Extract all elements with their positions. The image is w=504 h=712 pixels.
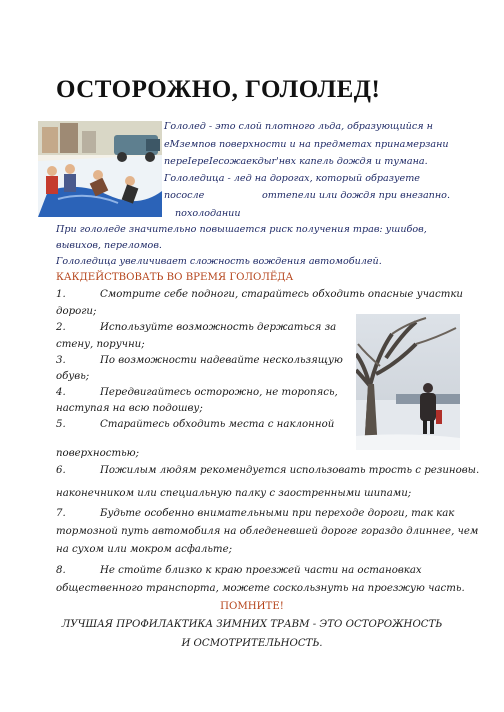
list-item-6 (56, 465, 479, 478)
item-text: тормозной путь автомобиля на обледеневшей дороге гораздо длиннее, чем (56, 526, 479, 537)
icy-street-illustration (38, 121, 162, 217)
intro-line: Гололед - это слой плотного льда, образующийся н (164, 121, 433, 132)
intro-line: eMземпов поверхности и на предметах принамерзани (164, 139, 449, 150)
item-text: общественного транспорта, можете соскользнуть на проезжую часть. (56, 583, 465, 594)
item-number: 1. (56, 289, 66, 300)
item-text: на сухом или мокром асфальте; (56, 544, 233, 555)
item-text: стену, поручни; (56, 339, 145, 350)
closing-line: И ОСМОТРИТЕЛЬНОСТЬ. (181, 638, 323, 649)
item-text: наконечником или специальную палку с заостренными шипами; (56, 488, 412, 499)
list-item-7 (56, 508, 454, 521)
item-text: Используйте возможность держаться за (100, 322, 337, 333)
list-item-5 (56, 419, 334, 432)
list-item-8 (56, 565, 422, 578)
intro-line: оттепели или дождя при внезапно. (262, 190, 451, 201)
intro-line: пocoсле (164, 190, 205, 201)
item-number: 5. (56, 419, 66, 430)
section-heading: КАКДЕЙСТВОВАТЬ ВО ВРЕМЯ ГОЛОЛЁДА (56, 272, 294, 283)
intro-line: вывихов, переломов. (56, 240, 162, 251)
intro-line: Гололедица увеличивает сложность вождения автомобилей. (56, 256, 382, 267)
list-item-3 (56, 355, 343, 368)
item-number: 4. (56, 387, 66, 398)
intro-line: переIереIecoжaeкдыr'нвх капель дождя и тумана. (164, 156, 428, 167)
remember-heading: ПОМНИТЕ! (220, 601, 284, 612)
page-title: ОСТОРОЖНО, ГОЛОЛЕД! (56, 76, 381, 103)
item-number: 6. (56, 465, 66, 476)
item-text: Пожилым людям рекомендуется использовать трость с резиновы. (100, 465, 480, 476)
item-text: Смотрите себе подноги, старайтесь обходить опасные участки (100, 289, 463, 300)
snowy-park-photo (356, 314, 460, 450)
item-number: 7. (56, 508, 66, 519)
item-text: По возможности надевайте нескользящую (100, 355, 343, 366)
intro-line: При гололеде значительно повышается риск получения трав: ушибов, (56, 224, 427, 235)
list-item-2 (56, 322, 336, 335)
item-text: дороги; (56, 306, 97, 317)
item-number: 3. (56, 355, 66, 366)
item-number: 2. (56, 322, 66, 333)
item-text: наступая на всю подошву; (56, 403, 203, 414)
list-item-4 (56, 387, 338, 400)
item-number: 8. (56, 565, 66, 576)
item-text: Передвигайтесь осторожно, не торопясь, (100, 387, 338, 398)
item-text: Не стойте близко к краю проезжей части на остановках (100, 565, 422, 576)
intro-line: Гололедица - лед на дорогах, который образуете (164, 173, 420, 184)
item-text: обувь; (56, 371, 90, 382)
closing-line: ЛУЧШАЯ ПРОФИЛАКТИКА ЗИМНИХ ТРАВМ - ЭТО ОСТОРОЖНОСТЬ (61, 619, 443, 630)
item-text: Будьте особенно внимательными при переходе дороги, так как (100, 508, 455, 519)
list-item-1 (56, 289, 463, 302)
item-text: Старайтесь обходить места с наклонной (100, 419, 335, 430)
item-text: поверхностью; (56, 448, 140, 459)
intro-line: похолодании (175, 208, 241, 219)
